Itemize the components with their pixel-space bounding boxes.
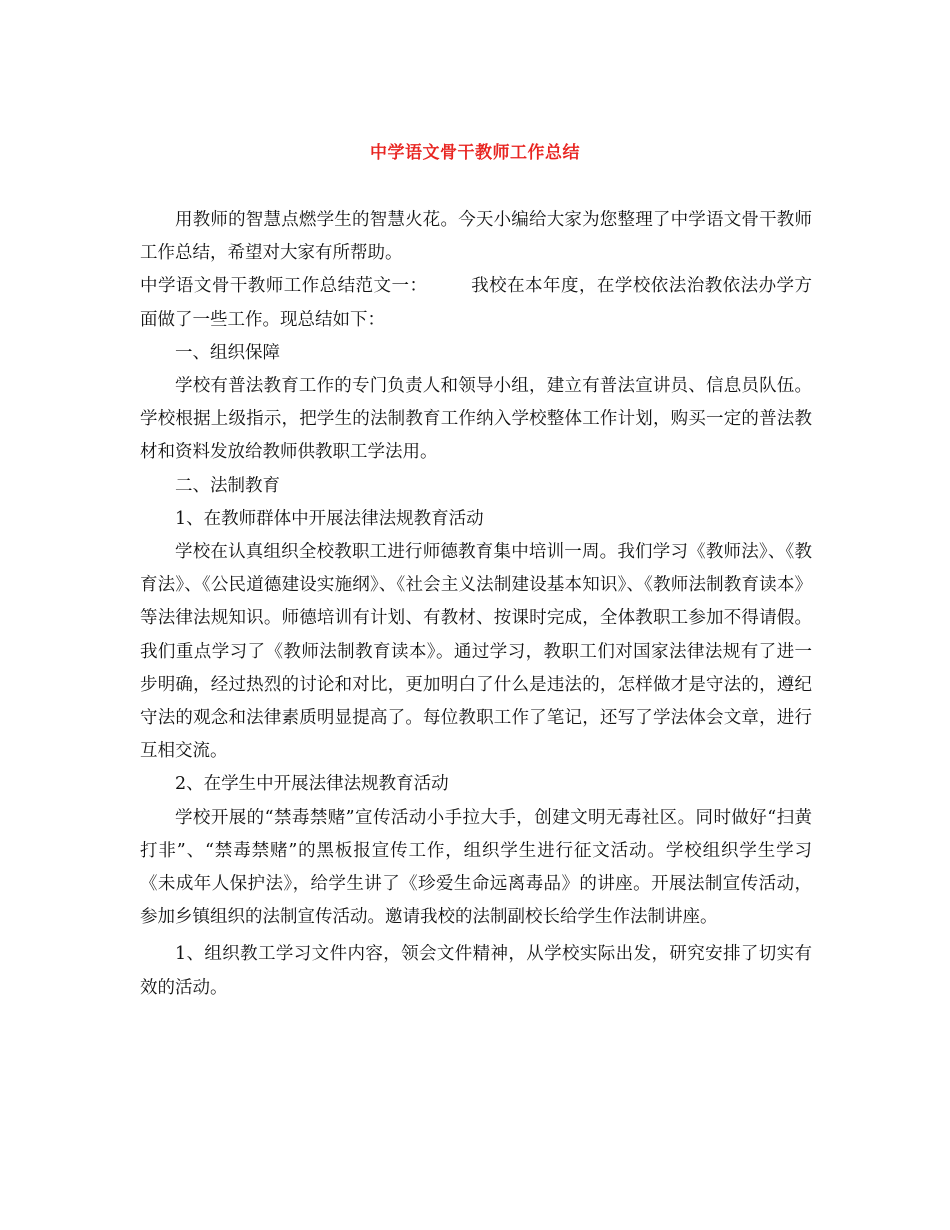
item2-heading: 2、在学生中开展法律法规教育活动 [175, 774, 449, 795]
item1-heading: 1、在教师群体中开展法律法规教育活动 [175, 508, 484, 529]
section2-heading: 二、法制教育 [175, 475, 280, 496]
section1-body: 学校有普法教育工作的专门负责人和领导小组，建立有普法宣讲员、信息员队伍。学校根据上级指示，把学生的法制教育工作纳入学校整体工作计划，购买一定的普法教材和资料发放给教师供教职工学法用。 [140, 376, 812, 463]
intro-paragraph: 用教师的智慧点燃学生的智慧火花。今天小编给大家为您整理了中学语文骨干教师工作总结，希望对大家有所帮助。 [140, 210, 812, 264]
item3-body: 1、组织教工学习文件内容，领会文件精神，从学校实际出发，研究安排了切实有效的活动。 [140, 944, 812, 998]
item2-body: 学校开展的“禁毒禁赌”宣传活动小手拉大手，创建文明无毒社区。同时做好“扫黄打非”、“禁毒禁赌”的黑板报宣传工作，组织学生进行征文活动。学校组织学生学习《未成年人保护法》，给学生讲了《珍爱生命远离毒品》的讲座。开展法制宣传活动，参加乡镇组织的法制宣传活动。邀请我校的法制副校长给学生作法制讲座。 [140, 807, 812, 928]
sample-heading: 中学语文骨干教师工作总结范文一： [140, 276, 428, 297]
document-title: 中学语文骨干教师工作总结 [370, 143, 580, 163]
sample-paragraph [140, 270, 812, 336]
sample-opening: 我校在本年度，在学校依法治教依法办学方面做了一些工作。现总结如下： [140, 276, 813, 330]
document-body [140, 204, 812, 1005]
item1-body: 学校在认真组织全校教职工进行师德教育集中培训一周。我们学习《教师法》、《教育法》、《公民道德建设实施纲》、《社会主义法制建设基本知识》、《教师法制教育读本》等法律法规知识。师德培训有计划、有教材、按课时完成，全体教职工参加不得请假。我们重点学习了《教师法制教育读本》。通过学习，教职工们对国家法律法规有了进一步明确，经过热烈的讨论和对比，更加明白了什么是违法的，怎样做才是守法的，遵纪守法的观念和法律素质明显提高了。每位教职工作了笔记，还写了学法体会文章，进行互相交流。 [140, 542, 812, 762]
section1-heading: 一、组织保障 [175, 342, 280, 363]
